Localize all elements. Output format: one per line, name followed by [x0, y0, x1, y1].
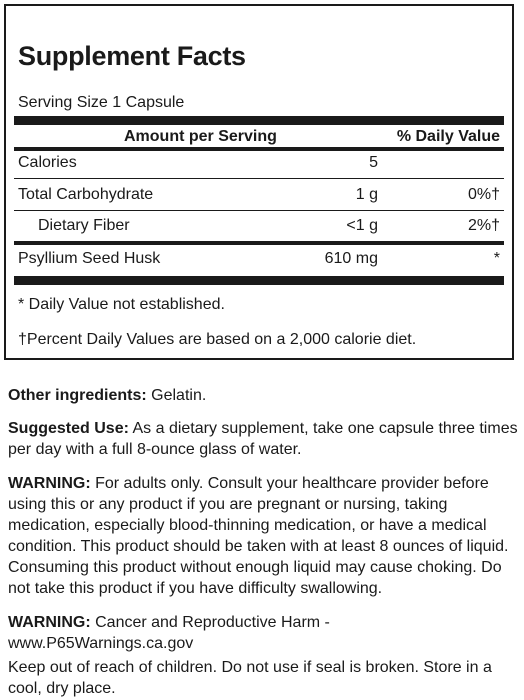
- warning-general: [8, 473, 518, 599]
- warning-prop65: [8, 612, 518, 654]
- header-rule-mid: [14, 147, 504, 151]
- nutrient-name: Dietary Fiber: [38, 217, 130, 234]
- nutrient-row-psyllium: [6, 248, 512, 276]
- nutrient-row-carbohydrate: [6, 184, 512, 212]
- footnote-percent-dv: †Percent Daily Values are based on a 2,000 calorie diet.: [18, 331, 417, 348]
- row-divider: [14, 210, 504, 211]
- serving-size: Serving Size 1 Capsule: [18, 94, 185, 111]
- header-rule-thick: [14, 116, 504, 125]
- nutrient-dv: 2%†: [467, 217, 500, 234]
- storage-instructions: [8, 657, 518, 699]
- row-divider-mid: [14, 241, 504, 245]
- nutrient-row-calories: [6, 152, 512, 180]
- nutrient-name: Total Carbohydrate: [18, 186, 154, 203]
- other-ingredients: [8, 385, 518, 406]
- warning-label: WARNING:: [8, 475, 91, 492]
- nutrient-name: Psyllium Seed Husk: [18, 250, 161, 267]
- supplement-facts-panel: [4, 4, 514, 360]
- nutrient-amount: <1 g: [346, 217, 378, 234]
- warning-text: For adults only. Consult your healthcare provider before using this or any product if you are pregnant or nursing, taking medication, especially blood-thinning medication, or have a medical condition. This product should be taken with at least 8 ounces of liquid. Consuming this product without enough liquid may cause choking. Do not take this product if you have difficulty swallowing.: [8, 475, 509, 597]
- other-ingredients-text: Gelatin.: [151, 387, 207, 404]
- facts-title: Supplement Facts: [18, 41, 246, 71]
- footnote-daily-value: * Daily Value not established.: [18, 296, 225, 313]
- nutrient-amount: 5: [369, 154, 378, 171]
- nutrient-amount: 610 mg: [324, 250, 378, 267]
- nutrient-name: Calories: [18, 154, 77, 171]
- suggested-use-label: Suggested Use:: [8, 420, 129, 437]
- row-divider: [14, 178, 504, 179]
- warning-text: Cancer and Reproductive Harm - www.P65Warnings.ca.gov: [8, 614, 330, 652]
- nutrient-amount: 1 g: [355, 186, 378, 203]
- nutrient-row-fiber: [6, 215, 512, 243]
- header-amount: Amount per Serving: [124, 128, 277, 145]
- other-ingredients-label: Other ingredients:: [8, 387, 147, 404]
- storage-text: Keep out of reach of children. Do not use if seal is broken. Store in a cool, dry place.: [8, 659, 492, 697]
- footer-rule-thick: [14, 276, 504, 285]
- warning-label: WARNING:: [8, 614, 91, 631]
- nutrient-dv: 0%†: [467, 186, 500, 203]
- header-daily-value: % Daily Value: [396, 128, 500, 145]
- suggested-use: [8, 418, 518, 460]
- nutrient-dv: *: [493, 250, 500, 267]
- suggested-use-text: As a dietary supplement, take one capsule three times per day with a full 8-ounce glass of water.: [8, 420, 518, 458]
